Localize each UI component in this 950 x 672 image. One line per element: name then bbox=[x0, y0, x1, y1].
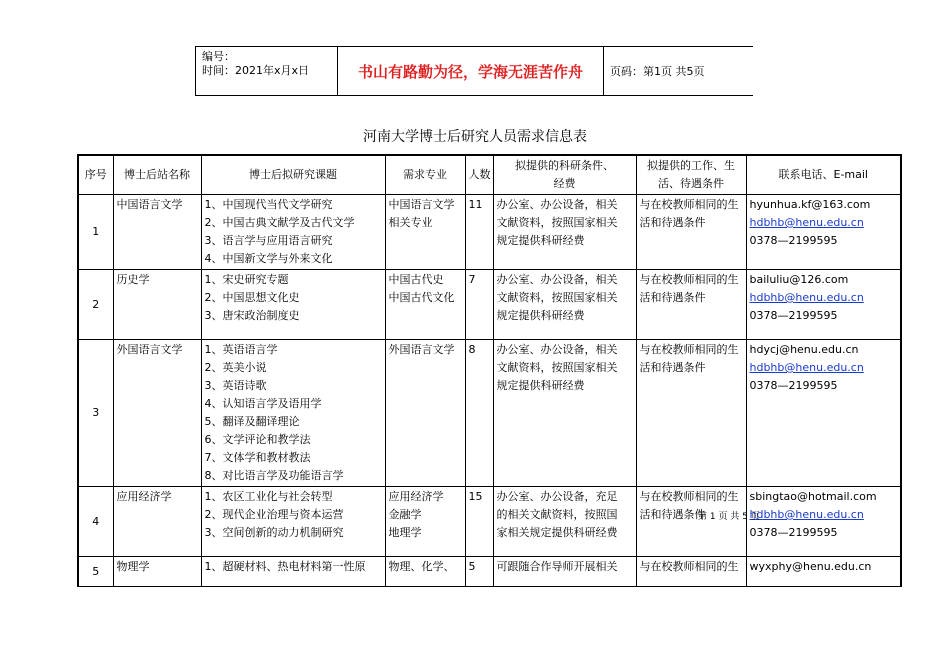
contact-line: hyunhua.kf@163.com bbox=[749, 198, 871, 211]
topics-line: 4、中国新文学与外来文化 bbox=[204, 252, 333, 265]
contact-line[interactable]: hdbhb@henu.edu.cn bbox=[749, 216, 864, 229]
topic-list bbox=[201, 557, 385, 587]
contact-cell bbox=[746, 195, 901, 270]
contact-line: wyxphy@henu.edu.cn bbox=[749, 560, 872, 573]
topic-list bbox=[201, 340, 385, 487]
conditions-line: 文献资料，按照国家相关 bbox=[496, 361, 618, 374]
treatment-line: 与在校教师相同的生 bbox=[639, 560, 739, 573]
topics-line: 7、文体学和教材教法 bbox=[204, 451, 311, 464]
majors-line: 物理、化学、 bbox=[388, 560, 455, 573]
contact-cell bbox=[746, 340, 901, 487]
major-list bbox=[385, 340, 465, 487]
topics-line: 1、超硬材料、热电材料第一性原 bbox=[204, 560, 366, 573]
topic-list bbox=[201, 487, 385, 557]
conditions-cell bbox=[493, 487, 636, 557]
topics-line: 2、英美小说 bbox=[204, 361, 267, 374]
station-name: 历史学 bbox=[113, 270, 201, 340]
conditions-line: 文献资料，按照国家相关 bbox=[496, 291, 618, 304]
topic-list bbox=[201, 195, 385, 270]
conditions-cell bbox=[493, 270, 636, 340]
table-row bbox=[78, 195, 901, 270]
topics-line: 6、文学评论和教学法 bbox=[204, 433, 311, 446]
majors-line: 中国语言文学 bbox=[388, 198, 455, 211]
col-header-conditions: 拟提供的科研条件、 经费 bbox=[493, 155, 636, 195]
topics-line: 2、中国思想文化史 bbox=[204, 291, 300, 304]
topics-line: 1、英语语言学 bbox=[204, 343, 278, 356]
major-list bbox=[385, 270, 465, 340]
conditions-line: 的相关文献资料，按照国 bbox=[496, 508, 618, 521]
topics-line: 1、中国现代当代文学研究 bbox=[204, 198, 333, 211]
row-number: 5 bbox=[78, 557, 113, 587]
conditions-line: 规定提供科研经费 bbox=[496, 379, 585, 392]
treatment-line: 活和待遇条件 bbox=[639, 291, 706, 304]
page-title: 河南大学博士后研究人员需求信息表 bbox=[363, 129, 587, 145]
count-cell: 8 bbox=[465, 340, 493, 487]
document-header bbox=[195, 46, 753, 96]
col-header-contact: 联系电话、E-mail bbox=[746, 155, 901, 195]
topics-line: 3、唐宋政治制度史 bbox=[204, 309, 300, 322]
major-list bbox=[385, 195, 465, 270]
contact-cell bbox=[746, 487, 901, 557]
conditions-line: 可跟随合作导师开展相关 bbox=[496, 560, 618, 573]
majors-line: 中国古代文化 bbox=[388, 291, 455, 304]
contact-line: hdycj@henu.edu.cn bbox=[749, 343, 859, 356]
treatment-line: 活和待遇条件 bbox=[639, 508, 706, 521]
row-number: 2 bbox=[78, 270, 113, 340]
table-row bbox=[78, 340, 901, 487]
table-row bbox=[78, 270, 901, 340]
treatment-line: 活和待遇条件 bbox=[639, 216, 706, 229]
conditions-line: 办公室、办公设备，充足 bbox=[496, 490, 618, 503]
page-footer: 第 1 页 共 5 页 bbox=[698, 512, 760, 522]
header-motto: 书山有路勤为径，学海无涯苦作舟 bbox=[338, 47, 604, 95]
row-number: 1 bbox=[78, 195, 113, 270]
treatment-cell bbox=[636, 195, 746, 270]
contact-line: 0378—2199595 bbox=[749, 526, 838, 539]
treatment-line: 与在校教师相同的生 bbox=[639, 490, 739, 503]
contact-line: bailuliu@126.com bbox=[749, 273, 849, 286]
treatment-line: 活和待遇条件 bbox=[639, 361, 706, 374]
topic-list bbox=[201, 270, 385, 340]
treatment-cell bbox=[636, 270, 746, 340]
number-label: 编号： bbox=[202, 50, 235, 63]
topics-line: 8、对比语言学及功能语言学 bbox=[204, 469, 344, 482]
contact-line: 0378—2199595 bbox=[749, 379, 838, 392]
topics-line: 3、语言学与应用语言研究 bbox=[204, 234, 333, 247]
majors-line: 应用经济学 bbox=[388, 490, 444, 503]
col-header-station: 博士后站名称 bbox=[113, 155, 201, 195]
topics-line: 2、中国古典文献学及古代文学 bbox=[204, 216, 355, 229]
treatment-line: 与在校教师相同的生 bbox=[639, 273, 739, 286]
treatment-cell bbox=[636, 340, 746, 487]
time-label: 时间：2021年x月x日 bbox=[202, 64, 310, 77]
topics-line: 5、翻译及翻译理论 bbox=[204, 415, 300, 428]
col-header-count: 人数 bbox=[465, 155, 493, 195]
table-row bbox=[78, 487, 901, 557]
header-meta bbox=[196, 47, 338, 95]
count-cell: 15 bbox=[465, 487, 493, 557]
contact-line[interactable]: hdbhb@henu.edu.cn bbox=[749, 508, 864, 521]
requirements-table bbox=[77, 154, 902, 587]
col-header-major: 需求专业 bbox=[385, 155, 465, 195]
header-page-label: 页码：第1页 共5页 bbox=[610, 65, 705, 78]
treatment-cell bbox=[636, 557, 746, 587]
table-header-row bbox=[78, 155, 901, 195]
station-name: 物理学 bbox=[113, 557, 201, 587]
col-header-treatment: 拟提供的工作、生 活、待遇条件 bbox=[636, 155, 746, 195]
topics-line: 2、现代企业治理与资本运营 bbox=[204, 508, 344, 521]
treatment-line: 与在校教师相同的生 bbox=[639, 198, 739, 211]
conditions-line: 规定提供科研经费 bbox=[496, 234, 585, 247]
majors-line: 相关专业 bbox=[388, 216, 433, 229]
conditions-line: 文献资料，按照国家相关 bbox=[496, 216, 618, 229]
conditions-line: 办公室、办公设备，相关 bbox=[496, 343, 618, 356]
contact-line[interactable]: hdbhb@henu.edu.cn bbox=[749, 291, 864, 304]
count-cell: 11 bbox=[465, 195, 493, 270]
conditions-line: 家相关规定提供科研经费 bbox=[496, 526, 618, 539]
conditions-cell bbox=[493, 195, 636, 270]
contact-line: 0378—2199595 bbox=[749, 234, 838, 247]
conditions-line: 办公室、办公设备，相关 bbox=[496, 198, 618, 211]
topics-line: 1、农区工业化与社会转型 bbox=[204, 490, 333, 503]
majors-line: 外国语言文学 bbox=[388, 343, 455, 356]
col-header-no: 序号 bbox=[78, 155, 113, 195]
contact-cell bbox=[746, 270, 901, 340]
majors-line: 金融学 bbox=[388, 508, 422, 521]
conditions-cell bbox=[493, 340, 636, 487]
topics-line: 4、认知语言学及语用学 bbox=[204, 397, 322, 410]
station-name: 外国语言文学 bbox=[113, 340, 201, 487]
topics-line: 3、英语诗歌 bbox=[204, 379, 267, 392]
table-row bbox=[78, 557, 901, 587]
row-number: 4 bbox=[78, 487, 113, 557]
contact-line: 0378—2199595 bbox=[749, 309, 838, 322]
col-header-topic: 博士后拟研究课题 bbox=[201, 155, 385, 195]
conditions-line: 规定提供科研经费 bbox=[496, 309, 585, 322]
contact-cell bbox=[746, 557, 901, 587]
topics-line: 1、宋史研究专题 bbox=[204, 273, 289, 286]
count-cell: 7 bbox=[465, 270, 493, 340]
count-cell: 5 bbox=[465, 557, 493, 587]
station-name: 中国语言文学 bbox=[113, 195, 201, 270]
contact-line: sbingtao@hotmail.com bbox=[749, 490, 877, 503]
treatment-line: 与在校教师相同的生 bbox=[639, 343, 739, 356]
topics-line: 3、空间创新的动力机制研究 bbox=[204, 526, 344, 539]
major-list bbox=[385, 557, 465, 587]
conditions-cell bbox=[493, 557, 636, 587]
contact-line[interactable]: hdbhb@henu.edu.cn bbox=[749, 361, 864, 374]
station-name: 应用经济学 bbox=[113, 487, 201, 557]
majors-line: 中国古代史 bbox=[388, 273, 444, 286]
majors-line: 地理学 bbox=[388, 526, 422, 539]
row-number: 3 bbox=[78, 340, 113, 487]
conditions-line: 办公室、办公设备，相关 bbox=[496, 273, 618, 286]
major-list bbox=[385, 487, 465, 557]
